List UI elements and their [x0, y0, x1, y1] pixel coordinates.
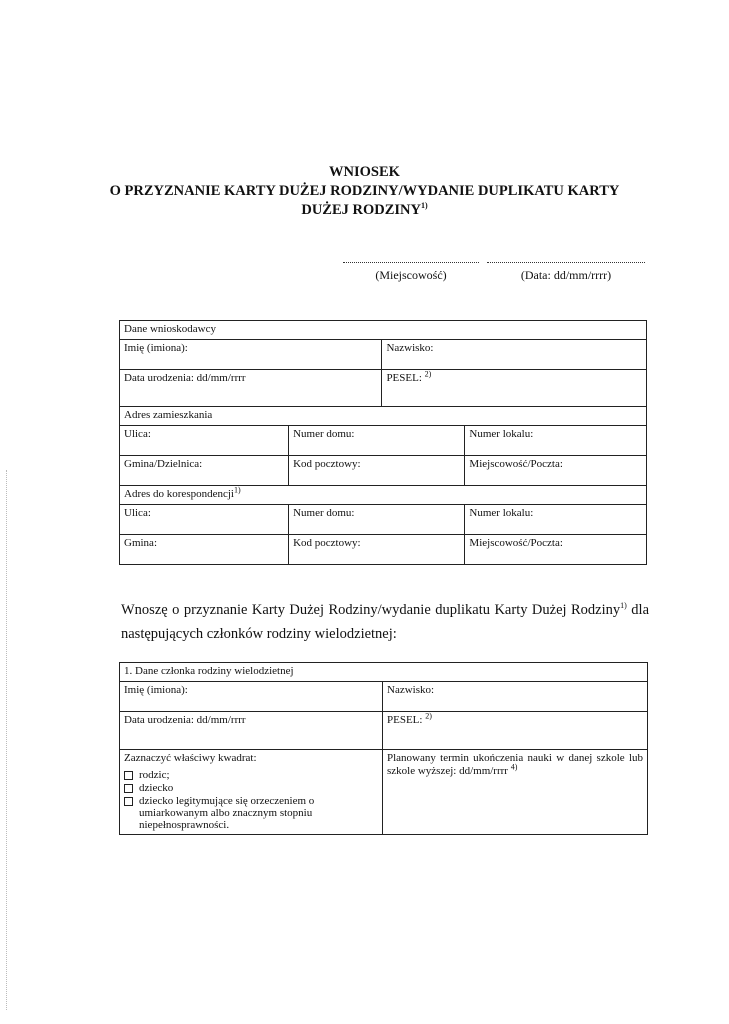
applicant-section-header: Dane wnioskodawcy: [120, 321, 647, 340]
member-birth-date-field[interactable]: Data urodzenia: dd/mm/rrrr: [120, 712, 383, 750]
corr-city-field[interactable]: Miejscowość/Poczta:: [465, 535, 647, 565]
checkbox-square-icon[interactable]: [124, 797, 133, 806]
house-number-field[interactable]: Numer domu:: [289, 426, 465, 456]
checkbox-square-icon[interactable]: [124, 771, 133, 780]
request-line-2: następujących członków rodziny wielodzietnej:: [121, 626, 397, 642]
footnote-ref: 1): [420, 201, 428, 211]
family-member-table: [119, 662, 648, 835]
corr-street-field[interactable]: Ulica:: [120, 505, 289, 535]
correspondence-section-header: Adres do korespondencji$^{1)}$: [120, 486, 647, 505]
place-label: (Miejscowość): [375, 268, 447, 282]
checkbox-square-icon[interactable]: [124, 784, 133, 793]
role-option-child[interactable]: dziecko: [124, 782, 378, 794]
member-pesel-field[interactable]: PESEL: $^{2)}$: [383, 712, 648, 750]
corr-district-field[interactable]: Gmina:: [120, 535, 289, 565]
request-line-1: Wnoszę o przyznanie Karty Dużej Rodziny/wydanie duplikatu Karty Dużej Rodziny$^{1)}$ dla: [121, 601, 650, 618]
address-section-header: Adres zamieszkania: [120, 407, 647, 426]
date-field[interactable]: [487, 252, 645, 283]
corr-flat-number-field[interactable]: Numer lokalu:: [465, 505, 647, 535]
document-title: [0, 163, 729, 220]
title-line-2: O PRZYZNANIE KARTY DUŻEJ RODZINY/WYDANIE DUPLIKATU KARTY: [109, 183, 620, 199]
role-option-parent[interactable]: rodzic;: [124, 769, 378, 781]
member-first-name-field[interactable]: Imię (imiona):: [120, 682, 383, 712]
member-role-options: [124, 769, 378, 831]
applicant-birth-date-field[interactable]: Data urodzenia: dd/mm/rrrr: [120, 370, 382, 407]
applicant-table: [119, 320, 647, 565]
applicant-last-name-field[interactable]: Nazwisko:: [382, 340, 647, 370]
member-role-cell: [120, 750, 383, 835]
applicant-pesel-field[interactable]: PESEL: $^{2)}$: [382, 370, 647, 407]
title-line-1: WNIOSEK: [329, 164, 400, 180]
role-option-disabled-child[interactable]: dziecko legitymujące się orzeczeniem o umiarkowanym albo znacznym stopniu niepełnosprawności.: [124, 795, 378, 831]
applicant-first-name-field[interactable]: Imię (imiona):: [120, 340, 382, 370]
scan-edge-marks: [6, 470, 9, 1010]
place-field[interactable]: [343, 252, 479, 283]
corr-postal-code-field[interactable]: Kod pocztowy:: [289, 535, 465, 565]
street-field[interactable]: Ulica:: [120, 426, 289, 456]
member-role-instruction: Zaznaczyć właściwy kwadrat:: [124, 752, 257, 764]
district-field[interactable]: Gmina/Dzielnica:: [120, 456, 289, 486]
corr-house-number-field[interactable]: Numer domu:: [289, 505, 465, 535]
date-label: (Data: dd/mm/rrrr): [520, 268, 612, 282]
postal-code-field[interactable]: Kod pocztowy:: [289, 456, 465, 486]
flat-number-field[interactable]: Numer lokalu:: [465, 426, 647, 456]
city-field[interactable]: Miejscowość/Poczta:: [465, 456, 647, 486]
title-line-3: DUŻEJ RODZINY$^{1)}$: [301, 201, 428, 218]
member-last-name-field[interactable]: Nazwisko:: [383, 682, 648, 712]
member-section-header: 1. Dane członka rodziny wielodzietnej: [120, 663, 648, 682]
member-school-end-field[interactable]: Planowany termin ukończenia nauki w danej szkole lub szkole wyższej: dd/mm/rrrr $^{4)}$: [383, 750, 648, 835]
